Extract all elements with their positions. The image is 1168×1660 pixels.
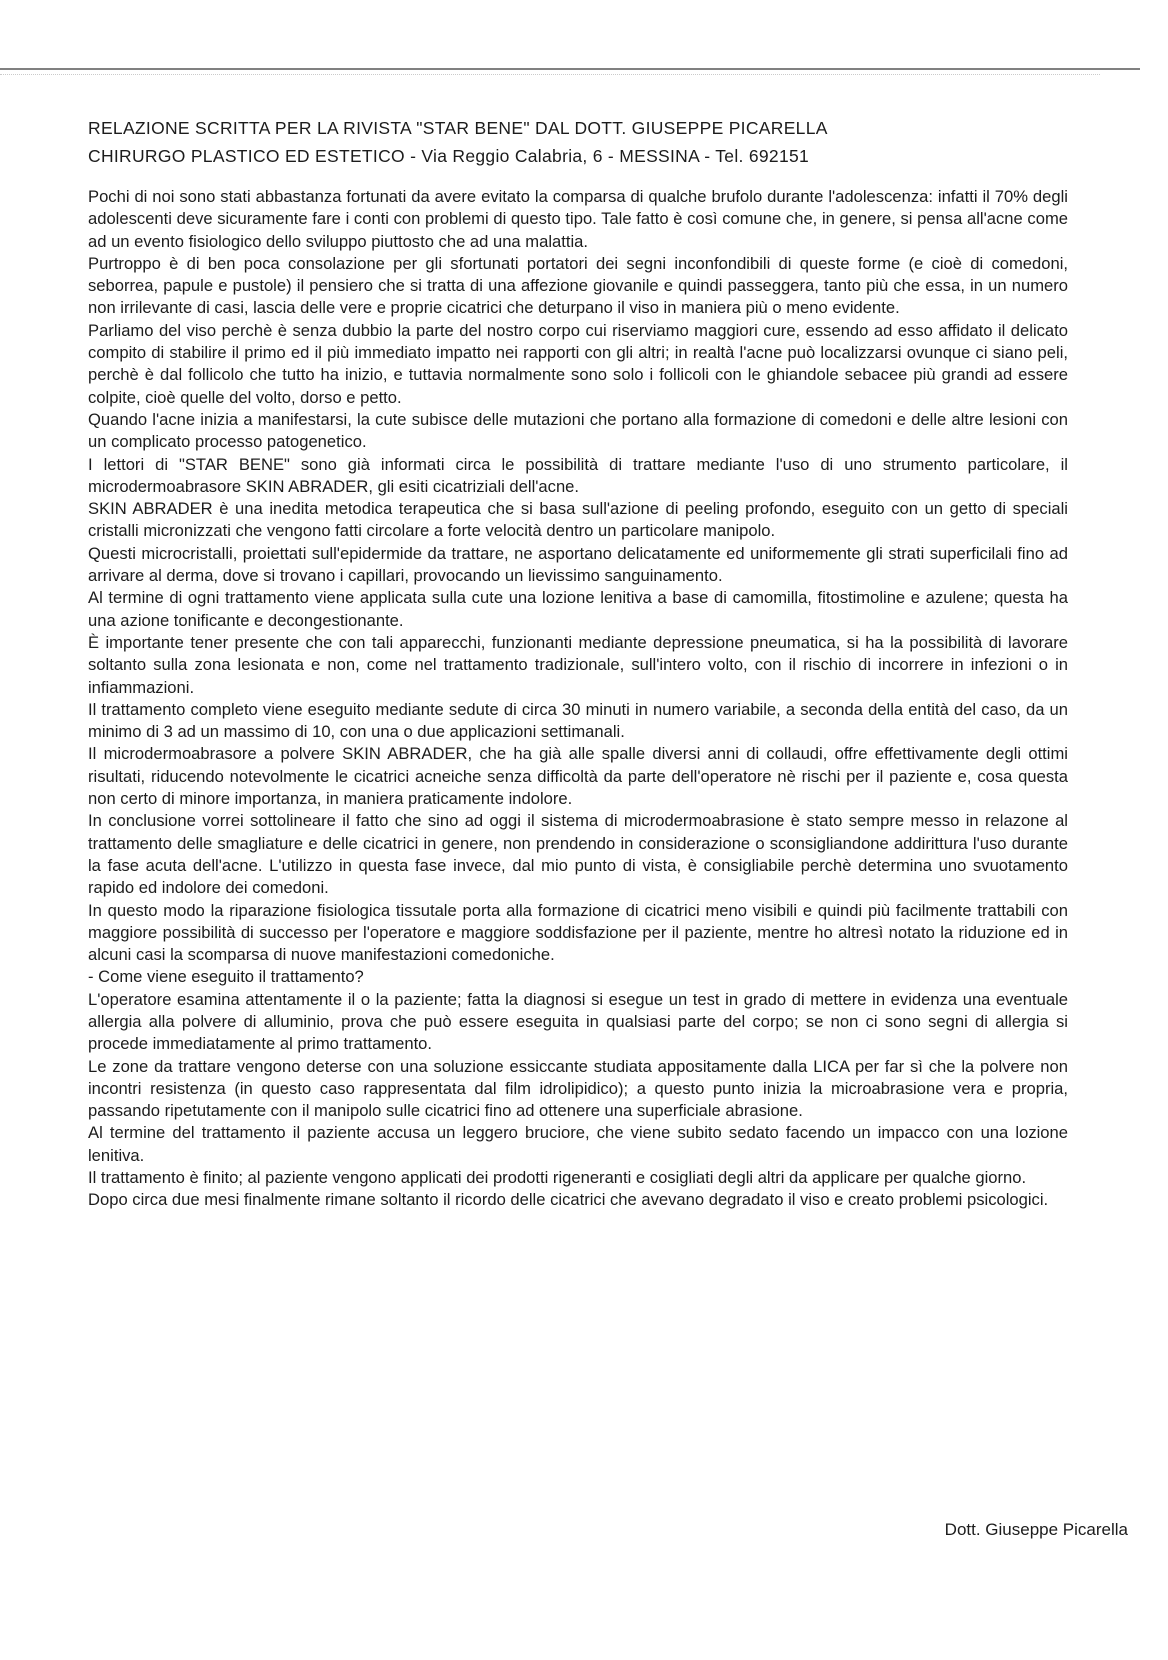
paragraph: L'operatore esamina attentamente il o la paziente; fatta la diagnosi si esegue un test in grado di mettere in evidenza una eventuale allergia alla polvere di alluminio, prova che può essere eseguita in qualsiasi parte del corpo; se non ci sono segni di allergia si procede immediatamente al primo trattamento.	[88, 989, 1068, 1054]
paragraph: SKIN ABRADER è una inedita metodica terapeutica che si basa sull'azione di peeling profondo, eseguito con un getto di speciali cristalli micronizzati che vengono fatti circolare a forte velocità dentro un particolare manipolo.	[88, 499, 1068, 541]
paragraph: Dopo circa due mesi finalmente rimane soltanto il ricordo delle cicatrici che avevano degradato il viso e creato problemi psicologici.	[88, 1190, 1049, 1210]
paragraph: Al termine del trattamento il paziente accusa un leggero bruciore, che viene subito sedato facendo un impacco con una lozione lenitiva.	[88, 1123, 1068, 1165]
section-question: - Come viene eseguito il trattamento?	[88, 967, 364, 987]
scan-top-rule-faint	[0, 74, 1100, 75]
paragraph: Le zone da trattare vengono deterse con una soluzione essiccante studiata appositamente dalla LICA per far sì che la polvere non incontri resistenza (in questo caso rappresentata dal film idrolipidico); a questo punto inizia la microabrasione vera e propria, passando ripetutamente con il manipolo sulle cicatrici fino ad ottenere una superficiale abrasione.	[88, 1056, 1068, 1121]
scan-top-rule	[0, 68, 1140, 70]
document-title: RELAZIONE SCRITTA PER LA RIVISTA "STAR BENE" DAL DOTT. GIUSEPPE PICARELLA	[88, 118, 828, 138]
signature: Dott. Giuseppe Picarella	[944, 1520, 1128, 1539]
paragraph: Il microdermoabrasore a polvere SKIN ABRADER, che ha già alle spalle diversi anni di collaudi, offre effettivamente degli ottimi risultati, riducendo notevolmente le cicatrici acneiche senza difficoltà da parte dell'operatore nè rischi per il paziente e, cosa questa non certo di minore importanza, in maniera praticamente indolore.	[88, 744, 1068, 809]
author-address-line: CHIRURGO PLASTICO ED ESTETICO - Via Reggio Calabria, 6 - MESSINA - Tel. 692151	[88, 146, 810, 166]
paragraph: Questi microcristalli, proiettati sull'epidermide da trattare, ne asportano delicatamente ed uniformemente gli strati superficilali fino ad arrivare al derma, dove si trovano i capillari, provocando un lievissimo sanguinamento.	[88, 543, 1068, 586]
paragraph: In conclusione vorrei sottolineare il fatto che sino ad oggi il sistema di microdermoabrasione è stato sempre messo in relazone al trattamento delle smagliature e delle cicatrici in genere, non prendendo in considerazione o sconsigliandone addirittura l'uso durante la fase acuta dell'acne. L'utilizzo in questa fase invece, dal mio punto di vista, è consigliabile perchè determina uno svuotamento rapido ed indolore dei comedoni.	[88, 811, 1068, 898]
paragraph: Il trattamento completo viene eseguito mediante sedute di circa 30 minuti in numero variabile, a seconda della entità del caso, da un minimo di 3 ad un massimo di 10, con una o due applicazioni settimanali.	[88, 699, 1068, 742]
paragraph: Pochi di noi sono stati abbastanza fortunati da avere evitato la comparsa di qualche brufolo durante l'adolescenza: infatti il 70% degli adolescenti deve sicuramente fare i conti con problemi di questo tipo. Tale fatto è così comune che, in genere, si pensa all'acne come ad un evento fisiologico dello sviluppo piuttosto che ad una malattia.	[88, 187, 1068, 251]
paragraph: Il trattamento è finito; al paziente vengono applicati dei prodotti rigeneranti e cosigliati degli altri da applicare per qualche giorno.	[88, 1168, 1027, 1188]
paragraph: Parliamo del viso perchè è senza dubbio la parte del nostro corpo cui riserviamo maggiori cure, essendo ad esso affidato il delicato compito di stabilire il primo ed il più immediato impatto nei rapporti con gli altri; in realtà l'acne può localizzarsi ovunque ci siano peli, perchè è dal follicolo che tutto ha inizio, e tuttavia normalmente sono solo i follicoli con le ghiandole sebacee più grandi ad essere colpite, cioè quelle del volto, dorso e petto.	[88, 320, 1068, 407]
paragraph: Al termine di ogni trattamento viene applicata sulla cute una lozione lenitiva a base di camomilla, fitostimoline e azulene; questa ha una azione tonificante e decongestionante.	[88, 588, 1068, 630]
article-body	[88, 186, 1068, 1212]
paragraph: È importante tener presente che con tali apparecchi, funzionanti mediante depressione pneumatica, si ha la possibilità di lavorare soltanto sulla zona lesionata e non, come nel trattamento tradizionale, sull'intero volto, con il rischio di incorrere in infezioni o in infiammazioni.	[88, 632, 1068, 697]
document-page	[88, 114, 1068, 1212]
paragraph: In questo modo la riparazione fisiologica tissutale porta alla formazione di cicatrici meno visibili e quindi più facilmente trattabili con maggiore possibilità di successo per l'operatore e maggiore soddisfazione per il paziente, mentre ho altresì notato la riduzione ed in alcuni casi la scomparsa di nuove manifestazioni comedoniche.	[88, 900, 1068, 965]
paragraph: Purtroppo è di ben poca consolazione per gli sfortunati portatori dei segni inconfondibili di queste forme (e cioè di comedoni, seborrea, papule e pustole) il pensiero che si tratta di una affezione giovanile e quindi passeggera, tanto più che essa, in un numero non irrilevante di casi, lascia delle vere e proprie cicatrici che deturpano il viso in maniera più o meno evidente.	[88, 253, 1068, 318]
paragraph: I lettori di "STAR BENE" sono già informati circa le possibilità di trattare mediante l'uso di uno strumento particolare, il microdermoabrasore SKIN ABRADER, gli esiti cicatriziali dell'acne.	[88, 454, 1068, 496]
paragraph: Quando l'acne inizia a manifestarsi, la cute subisce delle mutazioni che portano alla formazione di comedoni e delle altre lesioni con un complicato processo patogenetico.	[88, 409, 1068, 452]
